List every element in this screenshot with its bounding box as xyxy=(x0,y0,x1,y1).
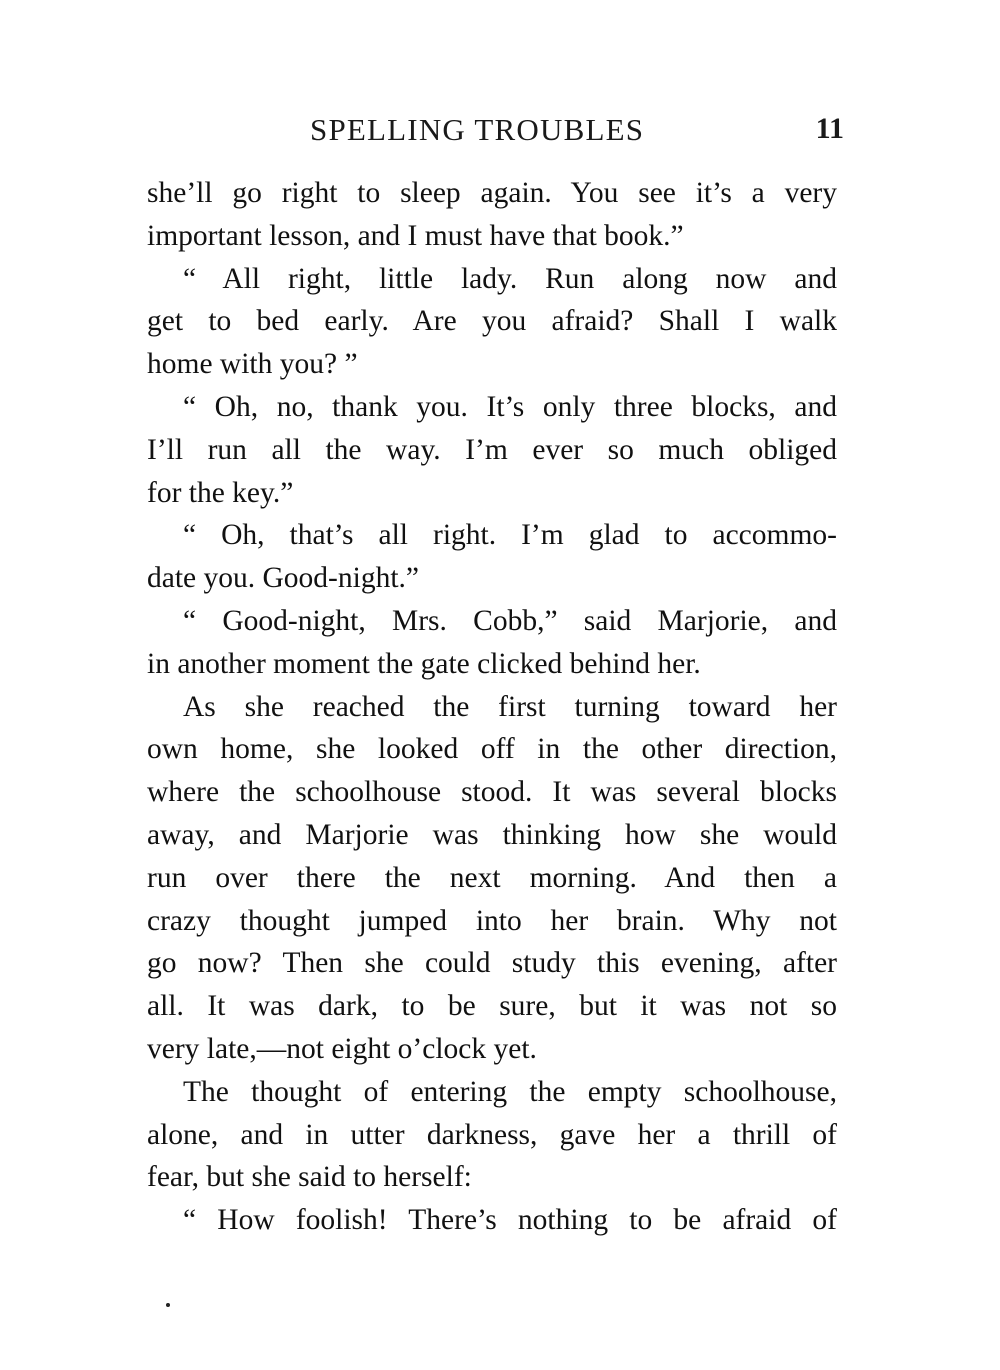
page-header xyxy=(148,112,848,152)
text-line: “ Good-night, Mrs. Cobb,” said Marjorie, and xyxy=(183,604,837,637)
text-line: As she reached the first turning toward her xyxy=(183,690,837,723)
text-line: she’ll go right to sleep again. You see it’s a very xyxy=(147,177,837,209)
text-line: “ Oh, that’s all right. I’m glad to accommo- xyxy=(183,519,837,552)
text-line: crazy thought jumped into her brain. Why not xyxy=(147,904,837,937)
text-line: The thought of entering the empty schoolhouse, xyxy=(183,1075,837,1108)
text-line: in another moment the gate clicked behind her. xyxy=(147,647,701,680)
text-line: own home, she looked off in the other direction, xyxy=(147,733,837,766)
body-text xyxy=(147,172,837,1242)
text-line: fear, but she said to herself: xyxy=(147,1161,472,1194)
text-line: important lesson, and I must have that book.” xyxy=(147,219,684,252)
text-line: date you. Good-night.” xyxy=(147,562,419,595)
text-line: very late,—not eight o’clock yet. xyxy=(147,1032,537,1065)
text-line: for the key.” xyxy=(147,476,294,509)
text-line: alone, and in utter darkness, gave her a thrill of xyxy=(147,1118,837,1151)
text-line: I’ll run all the way. I’m ever so much obliged xyxy=(147,433,837,466)
text-line: get to bed early. Are you afraid? Shall I walk xyxy=(147,305,837,338)
text-line: away, and Marjorie was thinking how she would xyxy=(147,818,837,851)
text-line: “ All right, little lady. Run along now and xyxy=(183,262,837,295)
text-line: “ Oh, no, thank you. It’s only three blocks, and xyxy=(183,390,837,423)
text-line: all. It was dark, to be sure, but it was not so xyxy=(147,990,837,1023)
text-line: “ How foolish! There’s nothing to be afraid of xyxy=(183,1204,837,1237)
page-number: 11 xyxy=(815,112,844,145)
ink-speck xyxy=(166,1303,170,1307)
text-line: go now? Then she could study this evening, after xyxy=(147,947,837,980)
running-head: SPELLING TROUBLES xyxy=(310,112,645,147)
text-line: home with you? ” xyxy=(147,348,358,381)
text-line: where the schoolhouse stood. It was several blocks xyxy=(147,776,837,809)
text-line: run over there the next morning. And then a xyxy=(147,861,837,894)
